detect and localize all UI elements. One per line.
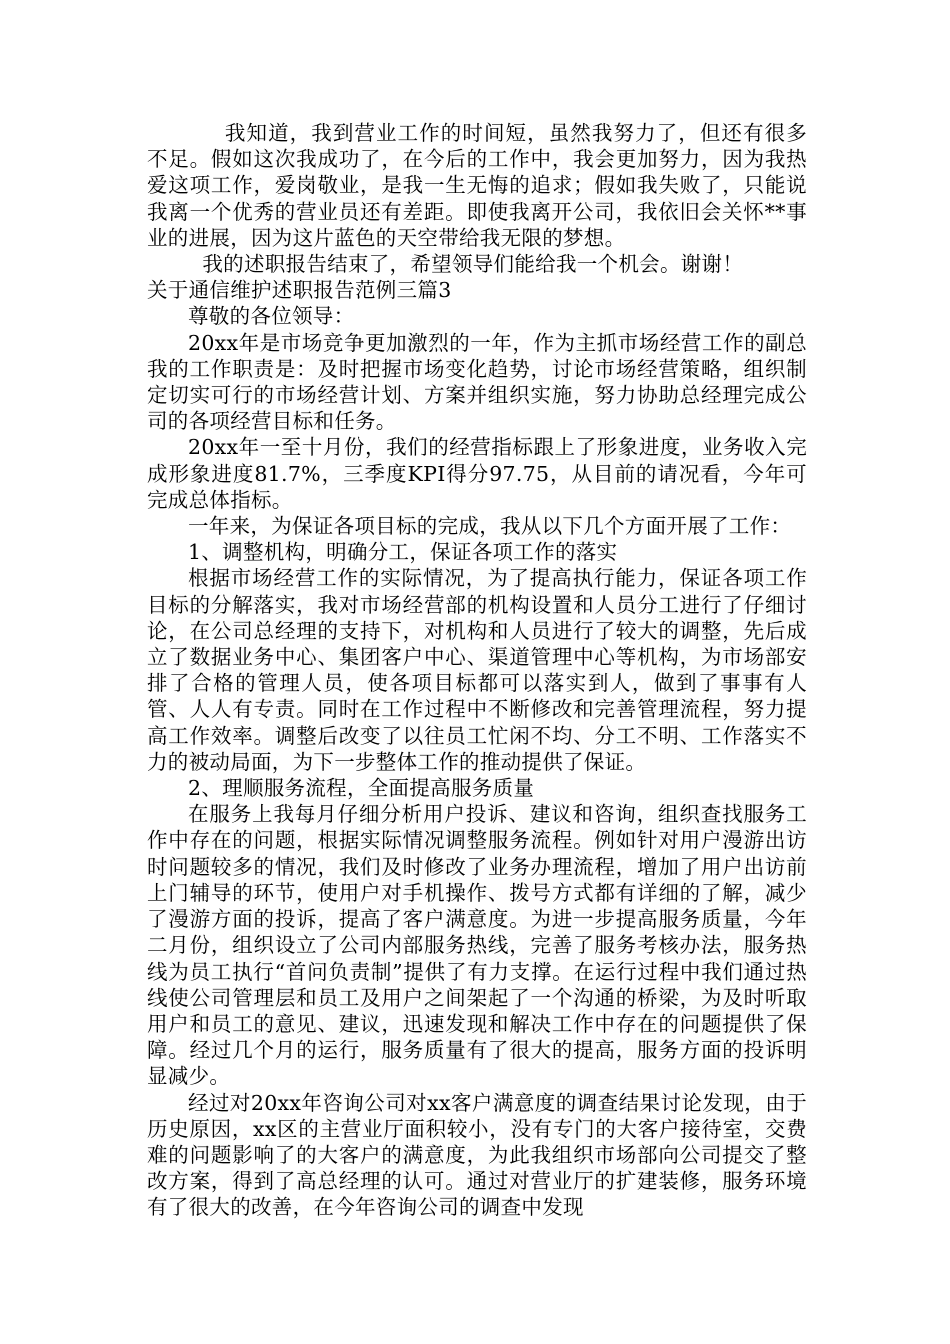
paragraph-overview: 一年来，为保证各项目标的完成，我从以下几个方面开展了工作： [188, 514, 792, 539]
document-page [147, 120, 807, 1221]
section-heading: 关于通信维护述职报告范例三篇3 [147, 278, 452, 303]
paragraph-restructure: 根据市场经营工作的实际情况，为了提高执行能力，保证各项工作目标的分解落实，我对市场经营部的机构设置和人员分工进行了仔细讨论，在公司总经理的支持下，对机构和人员进行了较大的调整，先后成立了数据业务中心、集团客户中心、渠道管理中心等机构，为市场部安排了合格的管理人员，使各项目标都可以落实到人，做到了事事有人管、人人有专责。同时在工作过程中不断修改和完善管理流程，努力提高工作效率。调整后改变了以往员工忙闲不均、分工不明、工作落实不力的被动局面，为下一步整体工作的推动提供了保证。 [147, 566, 807, 774]
subheading-2: 2、理顺服务流程，全面提高服务质量 [188, 776, 535, 801]
paragraph-salutation: 尊敬的各位领导： [188, 304, 355, 329]
paragraph-closing: 我的述职报告结束了，希望领导们能给我一个机会。谢谢！ [202, 252, 744, 277]
subheading-1: 1、调整机构，明确分工，保证各项工作的落实 [188, 540, 618, 565]
paragraph-intro: 我知道，我到营业工作的时间短，虽然我努力了，但还有很多不足。假如这次我成功了，在今后的工作中，我会更加努力，因为我热爱这项工作，爱岗敬业，是我一生无悔的追求；假如我失败了，只能说我离一个优秀的营业员还有差距。即使我离开公司，我依旧会关怀**事业的进展，因为这片蓝色的天空带给我无限的梦想。 [147, 121, 807, 250]
paragraph-service: 在服务上我每月仔细分析用户投诉、建议和咨询，组织查找服务工作中存在的问题，根据实际情况调整服务流程。例如针对用户漫游出访时问题较多的情况，我们及时修改了业务办理流程，增加了用户出访前上门辅导的环节，使用户对手机操作、拨号方式都有详细的了解，减少了漫游方面的投诉，提高了客户满意度。为进一步提高服务质量，今年二月份，组织设立了公司内部服务热线，完善了服务考核办法，服务热线为员工执行“首问负责制”提供了有力支撑。在运行过程中我们通过热线使公司管理层和员工及用户之间架起了一个沟通的桥梁，为及时听取用户和员工的意见、建议，迅速发现和解决工作中存在的问题提供了保障。经过几个月的运行，服务质量有了很大的提高，服务方面的投诉明显减少。 [147, 802, 807, 1089]
paragraph-performance: 20xx年一至十月份，我们的经营指标跟上了形象进度，业务收入完成形象进度81.7%，三季度KPI得分97.75，从目前的请况看，今年可完成总体指标。 [147, 435, 807, 512]
paragraph-role: 20xx年是市场竞争更加激烈的一年，作为主抓市场经营工作的副总我的工作职责是：及时把握市场变化趋势，讨论市场经营策略，组织制定切实可行的市场经营计划、方案并组织实施，努力协助总经理完成公司的各项经营目标和任务。 [147, 330, 807, 434]
paragraph-survey: 经过对20xx年咨询公司对xx客户满意度的调查结果讨论发现，由于历史原因，xx区的主营业厅面积较小，没有专门的大客户接待室，交费难的问题影响了的大客户的满意度，为此我组织市场部向公司提交了整改方案，得到了高总经理的认可。通过对营业厅的扩建装修，服务环境有了很大的改善，在今年咨询公司的调查中发现 [147, 1090, 807, 1220]
